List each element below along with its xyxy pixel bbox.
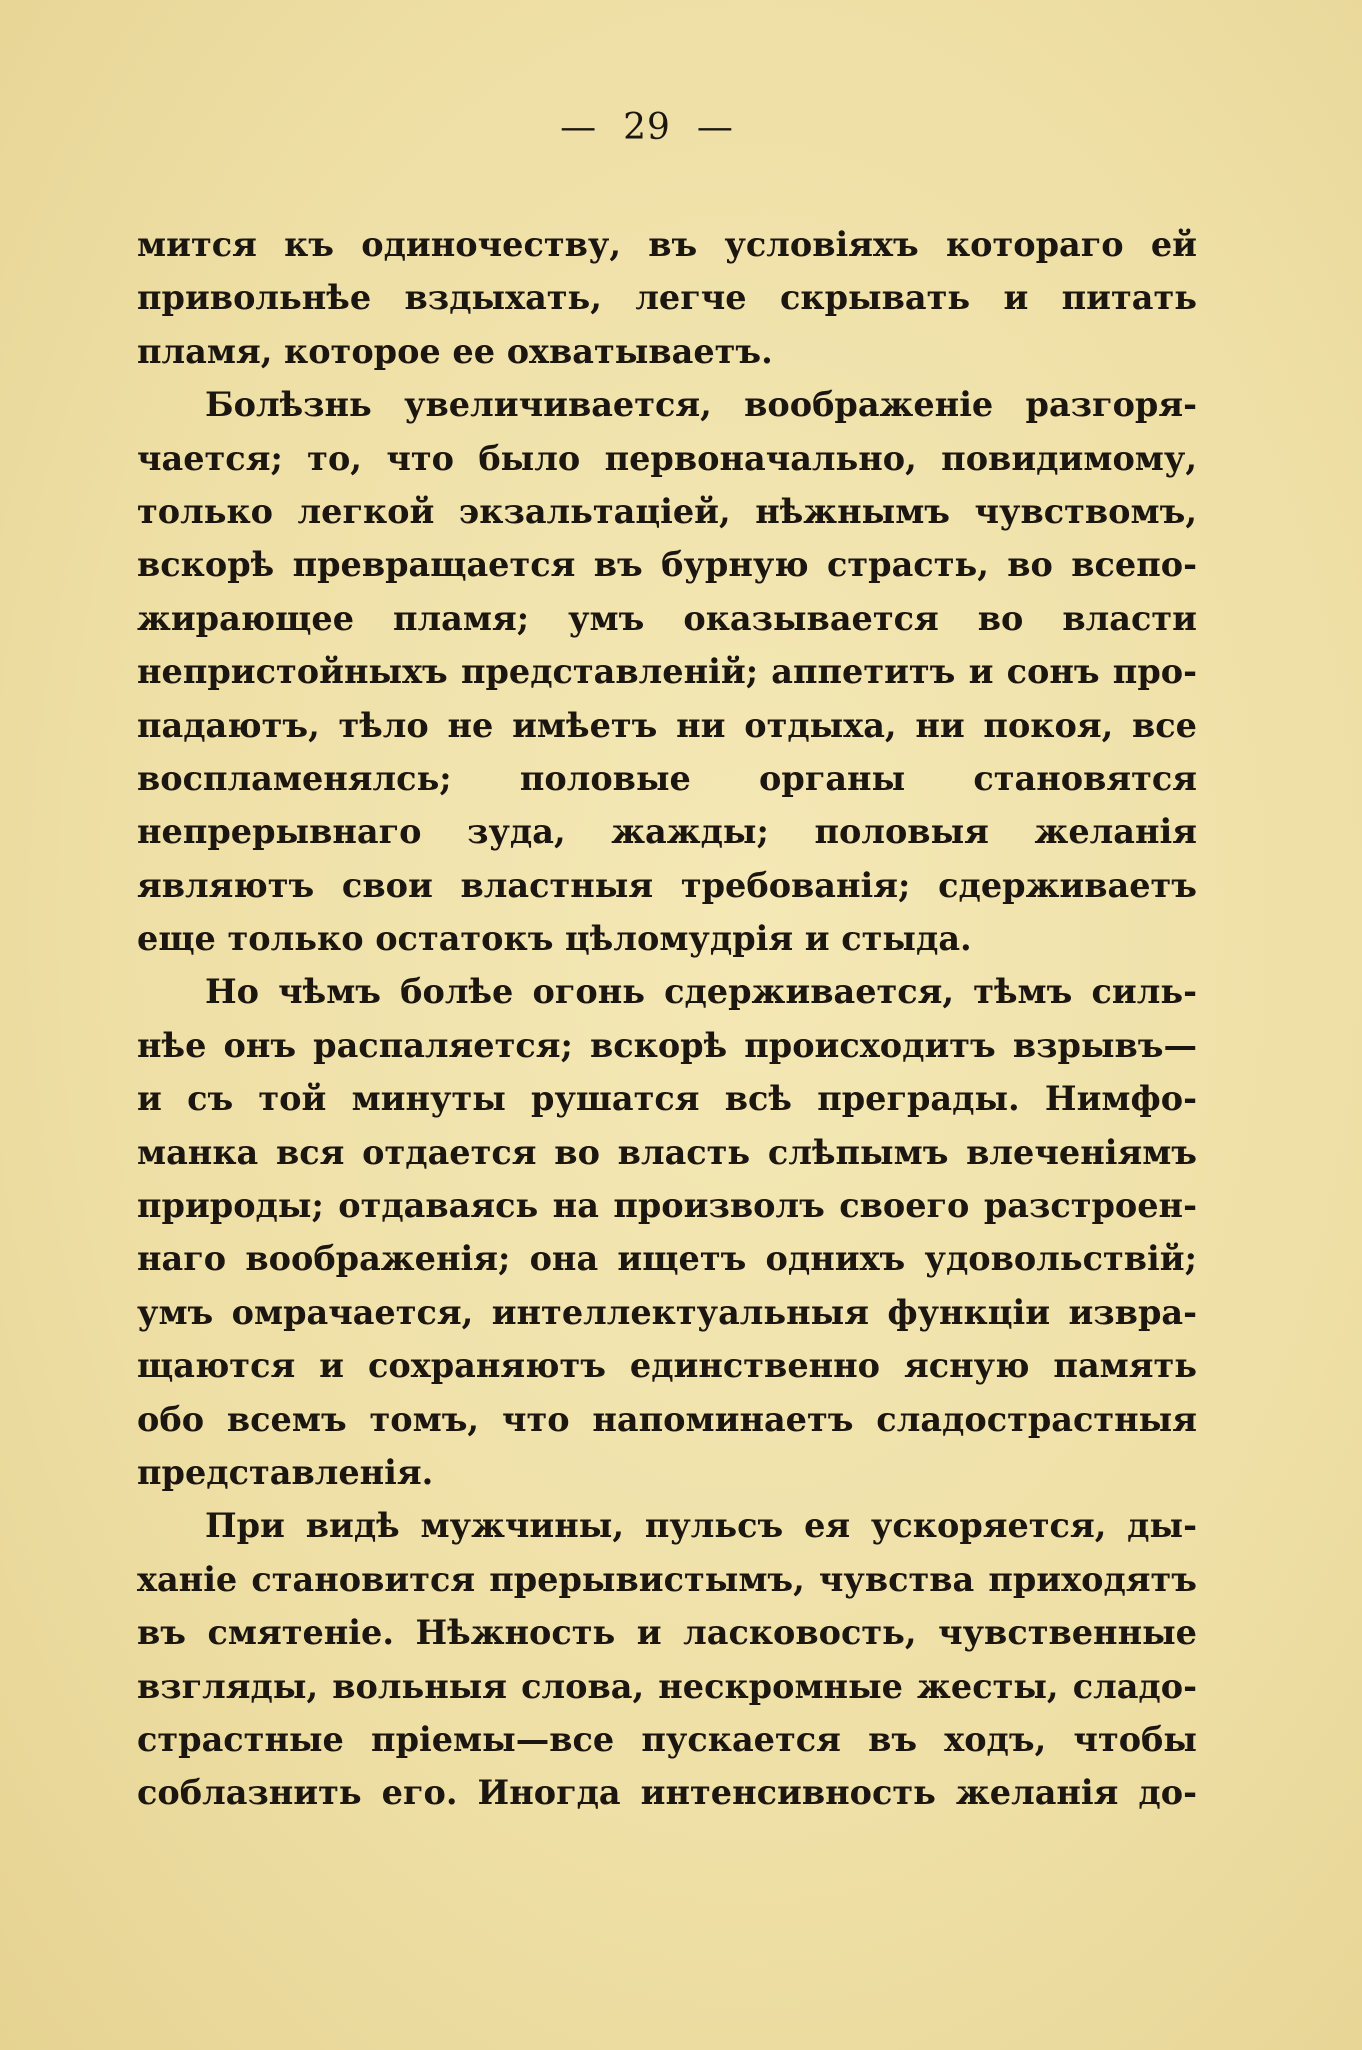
text-line: въ смятеніе. Нѣжность и ласковость, чувственные — [137, 1613, 1197, 1653]
text-line: воспламенялсь; половые органы становятся — [137, 758, 1197, 798]
text-line: непристойныхъ представленій; аппетитъ и сонъ про- — [137, 652, 1197, 692]
text-line: и съ той минуты рушатся всѣ преграды. Нимфо- — [137, 1079, 1197, 1119]
text-line: умъ омрачается, интеллектуальныя функціи извра- — [137, 1292, 1197, 1332]
text-line: еще только остатокъ цѣломудрія и стыда. — [137, 919, 972, 959]
text-line: соблазнить его. Иногда интенсивность желанія до- — [137, 1773, 1197, 1813]
body-text — [137, 218, 1197, 1820]
text-line: представленія. — [137, 1452, 434, 1492]
text-line: ханіе становится прерывистымъ, чувства приходятъ — [137, 1559, 1197, 1599]
text-line: взгляды, вольныя слова, нескромные жесты, сладо- — [137, 1666, 1197, 1706]
text-line: падаютъ, тѣло не имѣетъ ни отдыха, ни покоя, все — [137, 705, 1197, 745]
header-dash-right: — — [696, 107, 734, 148]
page-number: 29 — [623, 107, 671, 148]
book-page — [137, 100, 1197, 1820]
text-line: нѣе онъ распаляется; вскорѣ происходитъ взрывъ— — [137, 1025, 1197, 1065]
text-line: обо всемъ томъ, что напоминаетъ сладострастныя — [137, 1399, 1197, 1439]
text-line: являютъ свои властныя требованія; сдерживаетъ — [137, 865, 1197, 905]
text-line: страстные пріемы—все пускается въ ходъ, чтобы — [137, 1719, 1197, 1759]
text-line: привольнѣе вздыхать, легче скрывать и питать — [137, 278, 1197, 318]
text-line: вскорѣ превращается въ бурную страсть, во всепо- — [137, 545, 1197, 585]
text-line: чается; то, что было первоначально, повидимому, — [137, 438, 1197, 478]
text-line: Болѣзнь увеличивается, воображеніе разгоря- — [205, 385, 1197, 425]
page-header — [97, 100, 1197, 156]
text-line: щаются и сохраняютъ единственно ясную память — [137, 1346, 1197, 1386]
text-line: природы; отдаваясь на произволъ своего разстроен- — [137, 1186, 1197, 1226]
text-line: наго воображенія; она ищетъ однихъ удовольствій; — [137, 1239, 1197, 1279]
text-line: Но чѣмъ болѣе огонь сдерживается, тѣмъ силь- — [205, 972, 1197, 1012]
header-dash-left: — — [560, 107, 598, 148]
text-line: мится къ одиночеству, въ условіяхъ котораго ей — [137, 225, 1197, 264]
text-line: жирающее пламя; умъ оказывается во власти — [137, 598, 1197, 638]
text-line: только легкой экзальтаціей, нѣжнымъ чувствомъ, — [137, 491, 1197, 531]
text-line: манка вся отдается во власть слѣпымъ влеченіямъ — [137, 1132, 1197, 1172]
text-line: пламя, которое ее охватываетъ. — [137, 331, 773, 371]
text-line: непрерывнаго зуда, жажды; половыя желанія — [137, 812, 1197, 852]
text-line: При видѣ мужчины, пульсъ ея ускоряется, ды- — [205, 1506, 1197, 1546]
